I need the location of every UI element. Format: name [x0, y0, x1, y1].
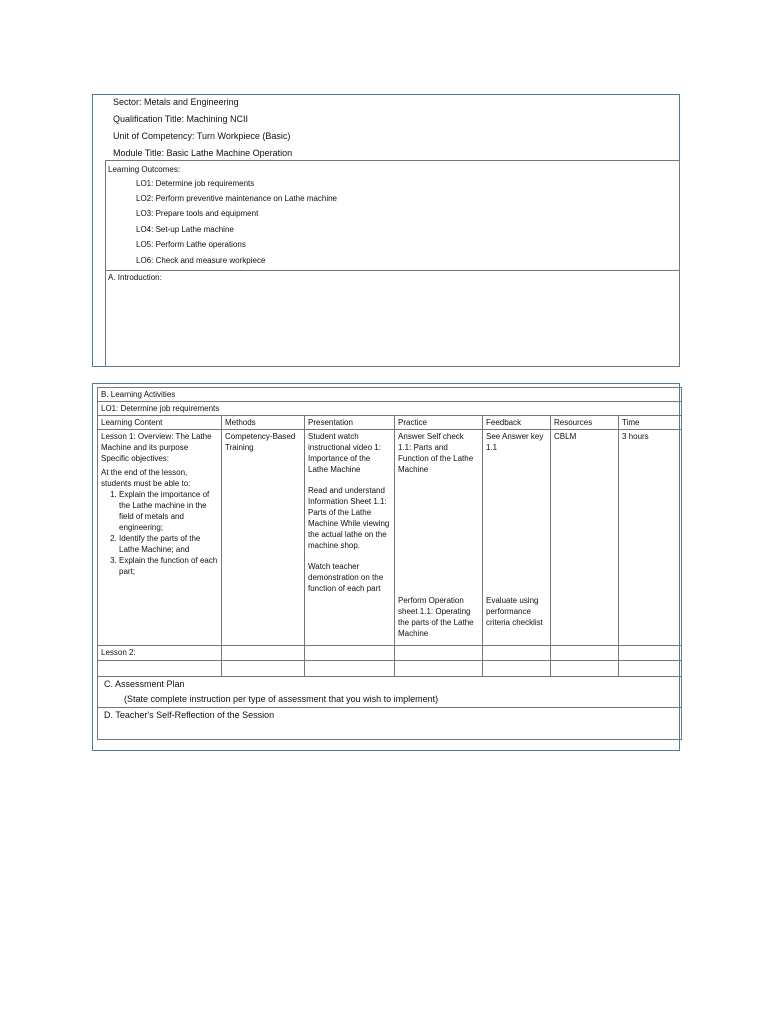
table-row — [98, 430, 682, 646]
table-row — [98, 402, 682, 416]
lo-item: LO6: Check and measure workpiece — [136, 256, 266, 265]
table-row — [98, 661, 682, 677]
lo-item: LO2: Perform preventive maintenance on Lathe machine — [136, 194, 338, 203]
column-header: Resources — [551, 416, 619, 430]
introduction-box — [105, 271, 680, 367]
list-item: 1. Explain the importance of the Lathe machine in the field of metals and engineering; — [119, 489, 218, 533]
presentation-step: Student watch instructional video 1: Importance of the Lathe Machine — [308, 432, 381, 474]
practice-cell — [395, 430, 483, 646]
presentation-cell — [305, 430, 395, 646]
lo-item: LO3: Prepare tools and equipment — [136, 209, 259, 218]
column-header: Feedback — [483, 416, 551, 430]
lo-item: LO4: Set-up Lathe machine — [136, 225, 234, 234]
practice-step: Perform Operation sheet 1.1: Operating the parts of the Lathe Machine — [398, 596, 474, 638]
lesson-plan-header-frame — [92, 94, 680, 367]
lesson2-cell: Lesson 2: — [98, 646, 222, 661]
lo-item: LO5: Perform Lathe operations — [136, 240, 246, 249]
reflection-row — [98, 708, 682, 740]
learning-content-cell — [98, 430, 222, 646]
list-item: 3. Explain the function of each part; — [119, 555, 218, 577]
sector-line: Sector: Metals and Engineering — [113, 97, 239, 107]
assessment-row — [98, 677, 682, 708]
presentation-step: Read and understand Information Sheet 1.1: Parts of the Lathe Machine While viewing the actual lathe on the machine shop. — [308, 486, 390, 550]
table-row — [98, 388, 682, 402]
unit-line: Unit of Competency: Turn Workpiece (Basic) — [113, 131, 291, 141]
learning-activities-table — [97, 387, 682, 740]
learning-outcomes-title: Learning Outcomes: — [108, 165, 181, 174]
feedback-cell — [483, 430, 551, 646]
practice-step: Answer Self check 1.1: Parts and Function of the Lathe Machine — [398, 432, 474, 474]
objectives-intro: At the end of the lesson, students must be able to: — [101, 468, 191, 488]
list-item: 2. Identify the parts of the Lathe Machine; and — [119, 533, 218, 555]
feedback-step: Evaluate using performance criteria checklist — [486, 596, 543, 627]
activities-title: B. Learning Activities — [98, 388, 682, 402]
column-header: Methods — [222, 416, 305, 430]
learning-outcomes-box — [105, 160, 680, 271]
learning-activities-frame — [92, 383, 680, 751]
presentation-step: Watch teacher demonstration on the function of each part — [308, 562, 384, 593]
table-row — [98, 646, 682, 661]
lo-item: LO1: Determine job requirements — [136, 179, 255, 188]
lo-title: LO1: Determine job requirements — [98, 402, 682, 416]
objectives-label: Specific objectives: — [101, 454, 170, 463]
feedback-step: See Answer key 1.1 — [486, 432, 544, 452]
objectives-list — [101, 489, 218, 577]
assessment-title: C. Assessment Plan — [104, 679, 185, 689]
column-header: Practice — [395, 416, 483, 430]
methods-cell: Competency-Based Training — [222, 430, 305, 646]
lesson1-title: Lesson 1: Overview: The Lathe Machine and its purpose — [101, 432, 212, 452]
column-header: Presentation — [305, 416, 395, 430]
column-header: Learning Content — [98, 416, 222, 430]
resources-cell: CBLM — [551, 430, 619, 646]
introduction-title: A. Introduction: — [108, 273, 162, 282]
time-cell: 3 hours — [619, 430, 682, 646]
qualification-line: Qualification Title: Machining NCII — [113, 114, 249, 124]
table-header-row — [98, 416, 682, 430]
module-line: Module Title: Basic Lathe Machine Operation — [113, 148, 293, 158]
header-info — [113, 95, 292, 163]
reflection-title: D. Teacher's Self-Reflection of the Session — [98, 708, 682, 740]
assessment-instruction: (State complete instruction per type of assessment that you wish to implement) — [124, 694, 439, 704]
column-header: Time — [619, 416, 682, 430]
